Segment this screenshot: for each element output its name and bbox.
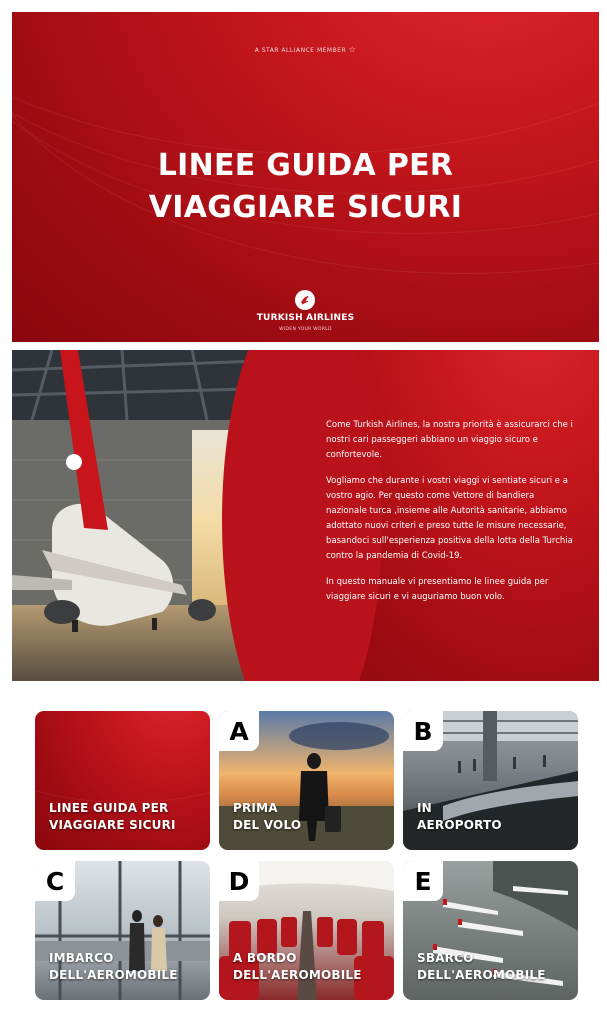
turkish-airlines-logo-icon xyxy=(295,290,315,310)
cover-title-line2: VIAGGIARE SICURI xyxy=(148,190,463,225)
section-caption-line2: DEL VOLO xyxy=(233,818,302,832)
intro-paragraph: In questo manuale vi presentiamo le linee guida per viaggiare sicuri e vi auguriamo buon volo. xyxy=(326,577,549,602)
intro-text xyxy=(326,418,576,616)
section-tile-on-board[interactable] xyxy=(219,861,394,1000)
section-tile-guidelines[interactable] xyxy=(35,711,210,850)
section-letter-d: D xyxy=(219,861,259,901)
intro-paragraph: Come Turkish Airlines, la nostra priorità è assicurarci che i nostri cari passeggeri abbiano un viaggio sicuro e confortevole. xyxy=(326,420,573,460)
section-tile-airport[interactable] xyxy=(403,711,578,850)
section-tile-boarding[interactable] xyxy=(35,861,210,1000)
section-caption-line1: LINEE GUIDA PER xyxy=(49,801,169,815)
section-caption-line2: DELL'AEROMOBILE xyxy=(233,968,362,982)
section-letter-a: A xyxy=(219,711,259,751)
cover-slide xyxy=(12,12,599,342)
section-caption xyxy=(233,800,301,834)
section-letter-b: B xyxy=(403,711,443,751)
section-caption-line1: IMBARCO xyxy=(49,951,114,965)
section-caption-line2: DELL'AEROMOBILE xyxy=(49,968,178,982)
section-caption-line2: AEROPORTO xyxy=(417,818,502,832)
star-icon: ☆ xyxy=(348,45,357,54)
section-tile-disembarking[interactable] xyxy=(403,861,578,1000)
star-alliance-label xyxy=(12,45,599,54)
section-caption-line1: PRIMA xyxy=(233,801,278,815)
brand-tagline: WIDEN YOUR WORLD xyxy=(279,327,332,332)
section-letter-c: C xyxy=(35,861,75,901)
section-caption-line2: VIAGGIARE SICURI xyxy=(49,818,176,832)
cover-title-line1: LINEE GUIDA PER xyxy=(157,148,454,183)
cover-title xyxy=(12,145,599,229)
section-caption-line1: IN xyxy=(417,801,432,815)
section-caption xyxy=(49,950,178,984)
section-caption-line1: SBARCO xyxy=(417,951,474,965)
intro-slide xyxy=(12,350,599,681)
section-caption xyxy=(233,950,362,984)
sections-grid-slide xyxy=(12,689,599,1019)
section-caption-line1: A BORDO xyxy=(233,951,297,965)
section-tile-before-flight[interactable] xyxy=(219,711,394,850)
decorative-swoosh xyxy=(35,711,210,803)
section-caption xyxy=(417,800,502,834)
star-alliance-text: A STAR ALLIANCE MEMBER xyxy=(254,47,347,54)
section-caption xyxy=(417,950,546,984)
section-letter-e: E xyxy=(403,861,443,901)
brand-name: TURKISH AIRLINES xyxy=(256,313,355,323)
section-caption xyxy=(49,800,176,834)
section-caption-line2: DELL'AEROMOBILE xyxy=(417,968,546,982)
intro-paragraph: Vogliamo che durante i vostri viaggi vi sentiate sicuri e a vostro agio. Per questo come Vettore di bandiera nazionale turca ,insieme alle Autorità sanitarie, abbiamo adottato nuovi criteri e preso tutte le misure necessarie, basandoci sull'esperienza positiva della lotta della Turchia contro la pandemia di Covid-19. xyxy=(326,476,573,561)
